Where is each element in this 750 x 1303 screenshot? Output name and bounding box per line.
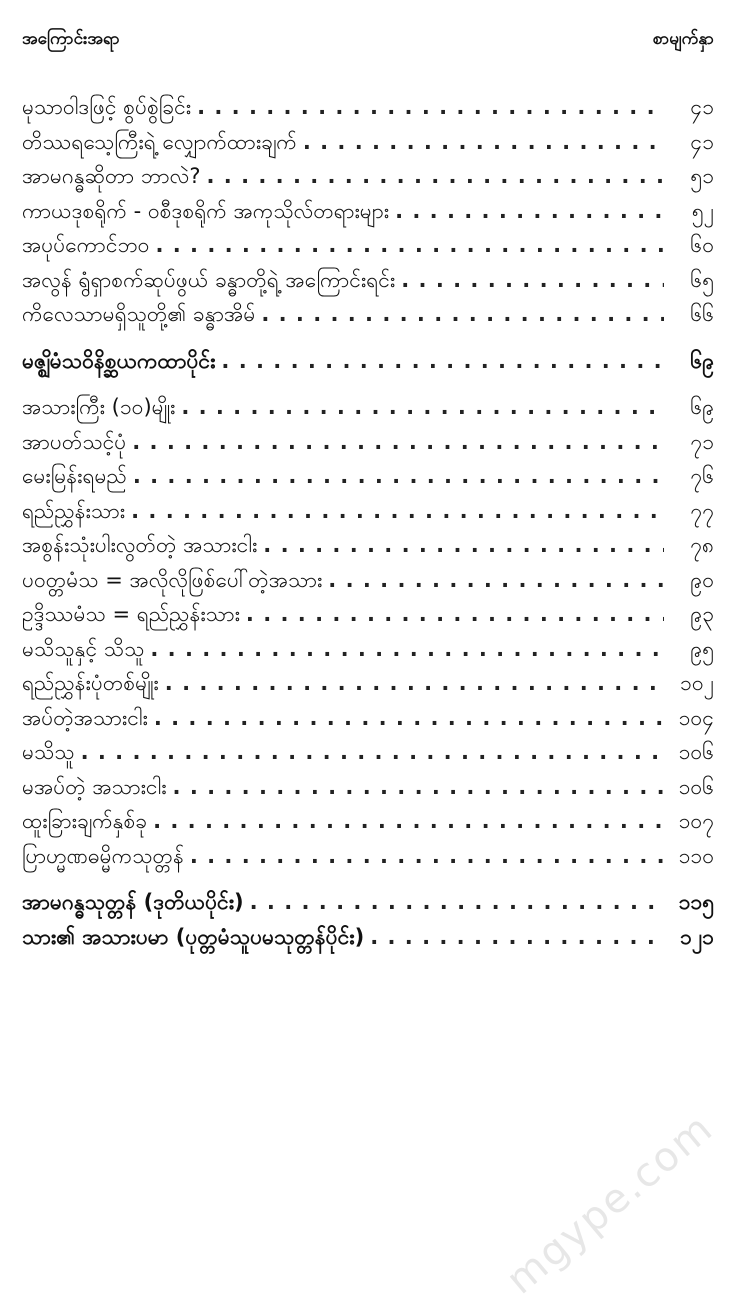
toc-entry-page: ၁၀၇ bbox=[678, 809, 714, 833]
toc-list bbox=[22, 90, 714, 954]
dot-leader bbox=[81, 735, 664, 769]
toc-entry-page: ၄၁ bbox=[690, 129, 714, 154]
group-gap bbox=[22, 873, 714, 885]
toc-entry-page: ၉၅ bbox=[690, 636, 714, 661]
toc-entry-title: အလွန် ရွံရှာစက်ဆုပ်ဖွယ် ခန္ဓာတို့ရဲ့ အကြောင်းရင်း bbox=[22, 267, 396, 292]
toc-entry-title: ထူးခြားချက်နှစ်ခု bbox=[22, 809, 148, 833]
toc-entry-title: တိဿရသေ့ကြီးရဲ့ လျှောက်ထားချက် bbox=[22, 129, 297, 154]
toc-entry-page: ၆၉ bbox=[690, 395, 714, 419]
toc-entry[interactable] bbox=[22, 804, 714, 839]
toc-entry-page: ၁၀၆ bbox=[678, 774, 714, 799]
dot-leader bbox=[133, 459, 664, 493]
toc-entry-title: မုသာဝါဒဖြင့် စွပ်စွဲခြင်း bbox=[22, 95, 192, 119]
dot-leader bbox=[221, 344, 664, 378]
toc-entry-page: ၁၁၅ bbox=[678, 890, 714, 914]
toc-entry-title: အစွန်းသုံးပါးလွတ်တဲ့ အသားငါး bbox=[22, 533, 258, 557]
toc-entry[interactable] bbox=[22, 90, 714, 125]
toc-entry[interactable] bbox=[22, 597, 714, 632]
toc-entry-title: မေးမြန်းရမည် bbox=[22, 464, 127, 488]
toc-entry-title: ကာယဒုစရိုက် - ဝစီဒုစရိုက် အကုသိုလ်တရားများ bbox=[22, 198, 390, 223]
toc-entry-page: ၇၈ bbox=[690, 533, 714, 557]
dot-leader bbox=[153, 804, 664, 838]
toc-entry[interactable] bbox=[22, 770, 714, 805]
toc-entry-page: ၆၉ bbox=[690, 348, 714, 373]
toc-entry-title: ကိလေသာမရှိသူတို့၏ ခန္ဓာအိမ် bbox=[22, 302, 256, 326]
dot-leader bbox=[131, 494, 664, 528]
header-page-label: စာမျက်နှာ bbox=[652, 29, 714, 49]
group-gap bbox=[22, 332, 714, 344]
toc-entry-title: မဇ္ဈိမံသဝိနိစ္ဆယကထာပိုင်း bbox=[22, 348, 216, 373]
toc-entry-page: ၇၁ bbox=[690, 429, 714, 454]
dot-leader bbox=[165, 666, 664, 700]
toc-entry[interactable] bbox=[22, 839, 714, 874]
toc-section-entry[interactable] bbox=[22, 344, 714, 379]
toc-entry[interactable] bbox=[22, 228, 714, 263]
toc-entry-page: ၁၂၁ bbox=[680, 924, 714, 949]
toc-entry[interactable] bbox=[22, 459, 714, 494]
toc-entry-title: ပြာဟ္မဏဓမ္မိကသုတ္တန် bbox=[22, 843, 184, 868]
watermark: mgype.com bbox=[497, 1104, 722, 1303]
toc-entry-title: ဥဒ္ဒိဿမံသ = ရည်ညွှန်းသား bbox=[22, 602, 240, 626]
toc-entry-page: ၁၀၂ bbox=[680, 671, 714, 695]
dot-leader bbox=[263, 528, 664, 562]
toc-section-entry[interactable] bbox=[22, 885, 714, 920]
toc-entry-title: ပဝတ္တမံသ = အလိုလိုဖြစ်ပေါ်တဲ့အသား bbox=[22, 567, 323, 592]
toc-entry[interactable] bbox=[22, 390, 714, 425]
toc-entry-title: မအပ်တဲ့ အသားငါး bbox=[22, 774, 167, 799]
toc-entry-page: ၆၀ bbox=[690, 233, 714, 257]
toc-entry-page: ၉၃ bbox=[690, 602, 714, 626]
toc-entry[interactable] bbox=[22, 563, 714, 598]
toc-entry-title: မသိသူနှင့် သိသူ bbox=[22, 636, 145, 661]
toc-entry[interactable] bbox=[22, 194, 714, 229]
toc-section-entry[interactable] bbox=[22, 920, 714, 955]
toc-entry-page: ၆၅ bbox=[690, 267, 714, 292]
group-gap bbox=[22, 378, 714, 390]
dot-leader bbox=[132, 425, 664, 459]
toc-entry-title: အာမဂန္ဓဆိုတာ ဘာလဲ? bbox=[22, 164, 201, 188]
toc-entry-page: ၉၀ bbox=[690, 567, 714, 592]
dot-leader bbox=[181, 390, 664, 424]
toc-entry-page: ၆၆ bbox=[690, 302, 714, 326]
toc-entry-title: အာမဂန္ဓသုတ္တန် (ဒုတိယပိုင်း) bbox=[22, 890, 244, 914]
toc-entry-title: အပ်တဲ့အသားငါး bbox=[22, 705, 148, 730]
toc-entry[interactable] bbox=[22, 297, 714, 332]
toc-entry-title: အာပတ်သင့်ပုံ bbox=[22, 429, 127, 454]
dot-leader bbox=[261, 297, 664, 331]
toc-entry-page: ၁၁၀ bbox=[678, 843, 714, 868]
toc-entry[interactable] bbox=[22, 701, 714, 736]
toc-entry[interactable] bbox=[22, 666, 714, 701]
dot-leader bbox=[370, 920, 664, 954]
dot-leader bbox=[197, 90, 664, 124]
dot-leader bbox=[154, 701, 664, 735]
dot-leader bbox=[246, 597, 664, 631]
toc-entry[interactable] bbox=[22, 425, 714, 460]
toc-entry[interactable] bbox=[22, 159, 714, 194]
toc-entry-title: အပုပ်ကောင်ဘဝ bbox=[22, 233, 150, 257]
toc-entry-title: ရည်ညွှန်းပုံတစ်မျိုး bbox=[22, 671, 159, 695]
toc-entry-page: ၅၁ bbox=[690, 164, 714, 188]
toc-entry-page: ၇၆ bbox=[690, 464, 714, 488]
toc-entry-page: ၁၀၄ bbox=[678, 705, 714, 730]
toc-entry[interactable] bbox=[22, 528, 714, 563]
header-contents-label: အကြောင်းအရာ bbox=[22, 29, 120, 49]
dot-leader bbox=[150, 632, 664, 666]
toc-entry[interactable] bbox=[22, 494, 714, 529]
toc-entry[interactable] bbox=[22, 263, 714, 298]
toc-entry[interactable] bbox=[22, 632, 714, 667]
toc-entry-title: မသိသူ bbox=[22, 740, 75, 764]
toc-entry[interactable] bbox=[22, 735, 714, 770]
dot-leader bbox=[328, 563, 664, 597]
toc-header bbox=[22, 28, 714, 66]
dot-leader bbox=[250, 885, 664, 919]
toc-entry[interactable] bbox=[22, 125, 714, 160]
toc-entry-title: သား၏ အသားပမာ (ပုတ္တမံသူပမသုတ္တန်ပိုင်း) bbox=[22, 924, 365, 949]
dot-leader bbox=[303, 125, 664, 159]
dot-leader bbox=[207, 159, 665, 193]
toc-entry-page: ၁၀၆ bbox=[678, 740, 714, 764]
dot-leader bbox=[395, 194, 664, 228]
toc-entry-page: ၅၂ bbox=[691, 198, 714, 223]
dot-leader bbox=[401, 263, 664, 297]
toc-entry-title: အသားကြီး (၁၀)မျိုး bbox=[22, 395, 176, 419]
dot-leader bbox=[155, 228, 664, 262]
dot-leader bbox=[190, 839, 664, 873]
toc-entry-page: ၇၇ bbox=[690, 498, 714, 523]
dot-leader bbox=[173, 770, 664, 804]
toc-entry-title: ရည်ညွှန်းသား bbox=[22, 498, 126, 523]
toc-entry-page: ၄၁ bbox=[690, 95, 714, 119]
